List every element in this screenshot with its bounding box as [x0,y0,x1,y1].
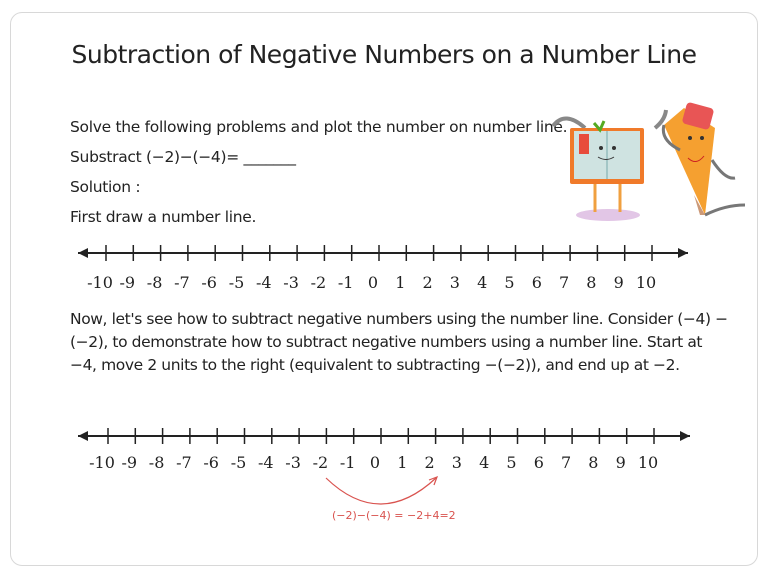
tick-label: 5 [506,453,517,472]
jump-arc [326,478,436,504]
tick-label: -9 [121,453,138,472]
tick-label: -5 [230,453,247,472]
tick-label: 0 [367,273,379,292]
instruction-line: Solve the following problems and plot the number on number line. [70,118,568,136]
tick-label: -4 [256,273,272,292]
tick-label: 0 [369,453,381,472]
left-arrow-icon [78,431,88,441]
tick-label: -2 [310,273,327,292]
page-title: Subtraction of Negative Numbers on a Number Line [71,40,697,69]
tick-label: -1 [337,273,354,292]
tick-label: 3 [451,453,462,472]
tick-label: 8 [586,273,597,292]
tick-label: -8 [148,453,165,472]
tick-label: 5 [504,273,515,292]
tick-label: -3 [285,453,301,472]
number-line-2 [78,428,690,472]
tick-label: -10 [87,273,113,292]
problem-line: Substract (−2)−(−4)= _______ [70,148,296,166]
tick-label: 2 [424,453,435,472]
tick-label: 9 [613,273,624,292]
tick-label: -3 [283,273,299,292]
solution-label: Solution : [70,178,141,196]
tick-label: 9 [615,453,626,472]
tick-label: 4 [477,273,488,292]
book-character-illustration [553,110,666,221]
tick-label: 2 [422,273,433,292]
tick-label: 10 [635,273,657,292]
tick-label: -1 [339,453,356,472]
tick-label: -7 [174,273,190,292]
tick-label: 6 [533,453,544,472]
explanation-paragraph: Now, let's see how to subtract negative numbers using the number line. Consider (−4) − (−2), to demonstrate how to subtract negative numbers using a number line. Start at −4, move 2 units to the right (equivalent to subtracting −(−2)), and end up at −2. [70,310,728,374]
tick-label: 1 [397,453,408,472]
tick-label: -6 [203,453,219,472]
tick-label: -2 [312,453,329,472]
tick-label: 4 [479,453,490,472]
tick-label: 8 [588,453,599,472]
tick-label: 1 [395,273,406,292]
tick-label: -8 [146,273,163,292]
right-arrow-icon [680,431,690,441]
tick-label: 10 [637,453,659,472]
tick-label: 6 [531,273,542,292]
number-line-1 [78,245,688,292]
tick-label: -4 [258,453,274,472]
tick-label: -6 [201,273,217,292]
tick-label: -10 [89,453,115,472]
tick-label: 3 [449,273,460,292]
right-arrow-icon [678,248,688,258]
step-line: First draw a number line. [70,208,257,226]
tick-label: -5 [228,273,245,292]
arc-annotation: (−2)−(−4) = −2+4=2 [332,509,456,522]
tick-label: 7 [559,273,570,292]
left-arrow-icon [78,248,88,258]
tick-label: -7 [176,453,192,472]
tick-label: -9 [119,273,136,292]
pencil-character-illustration [663,102,745,215]
tick-label: 7 [561,453,572,472]
